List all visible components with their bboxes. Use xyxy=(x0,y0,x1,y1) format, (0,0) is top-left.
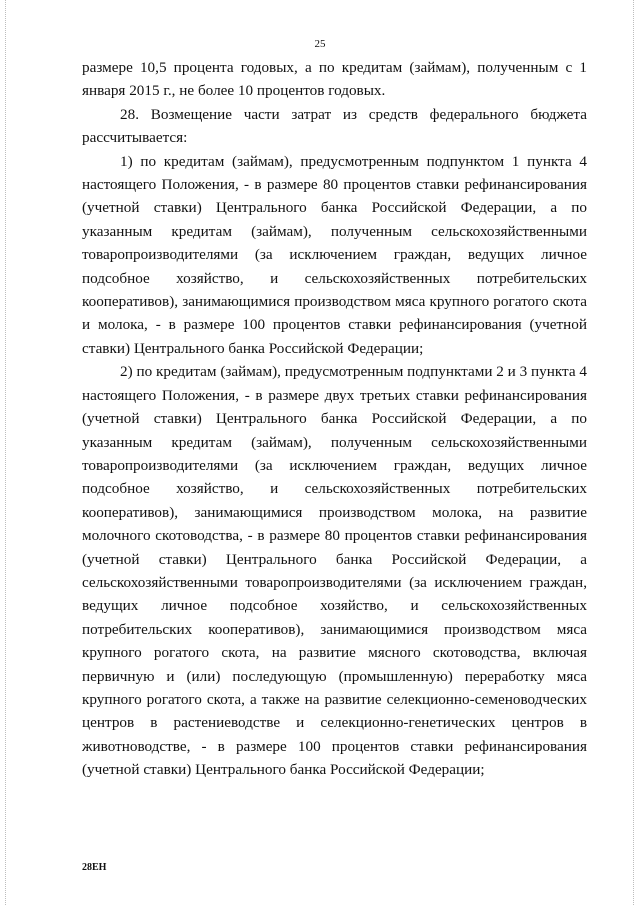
page-number: 25 xyxy=(314,38,326,50)
scan-edge-right xyxy=(633,0,635,905)
footer-document-code: 28ЕН xyxy=(82,862,107,873)
document-body xyxy=(82,56,587,782)
paragraph-continuation: размере 10,5 процента годовых, а по кредитам (займам), полученным с 1 января 2015 г., не более 10 процентов годовых. xyxy=(82,59,587,100)
paragraph-subitem-1: 1) по кредитам (займам), предусмотренным подпунктом 1 пункта 4 настоящего Положения, - в размере 80 процентов ставки рефинансирования (учетной ставки) Центрального банка Российской Федерации, а по указанным кредитам (займам), полученным сельскохозяйственными товаропроизводителями (за исключением граждан, ведущих личное подсобное хозяйство, и сельскохозяйственных потребительских кооперативов), занимающимися производством мяса крупного рогатого скота и молока, - в размере 100 процентов ставки рефинансирования (учетной ставки) Центрального банка Российской Федерации; xyxy=(82,152,587,357)
scan-edge-left xyxy=(5,0,7,905)
paragraph-subitem-2: 2) по кредитам (займам), предусмотренным подпунктами 2 и 3 пункта 4 настоящего Положения, - в размере двух третьих ставки рефинансирования (учетной ставки) Центрального банка Российской Федерации, а по указанным кредитам (займам), полученным сельскохозяйственными товаропроизводителями (за исключением граждан, ведущих личное подсобное хозяйство, и сельскохозяйственных потребительских кооперативов), занимающимися производством молока, на развитие молочного скотоводства, - в размере 80 процентов ставки рефинансирования (учетной ставки) Центрального банка Российской Федерации, а сельскохозяйственными товаропроизводителями (за исключением граждан, ведущих личное подсобное хозяйство, и сельскохозяйственных потребительских кооперативов), занимающимися производством мяса крупного рогатого скота, на развитие мясного скотоводства, включая первичную и (или) последующую (промышленную) переработку мяса крупного рогатого скота, а также на развитие селекционно-семеноводческих центров в растениеводстве и селекционно-генетических центров в животноводстве, - в размере 100 процентов ставки рефинансирования (учетной ставки) Центрального банка Российской Федерации; xyxy=(82,363,587,779)
paragraph-item-28: 28. Возмещение части затрат из средств федерального бюджета рассчитывается: xyxy=(82,105,587,147)
